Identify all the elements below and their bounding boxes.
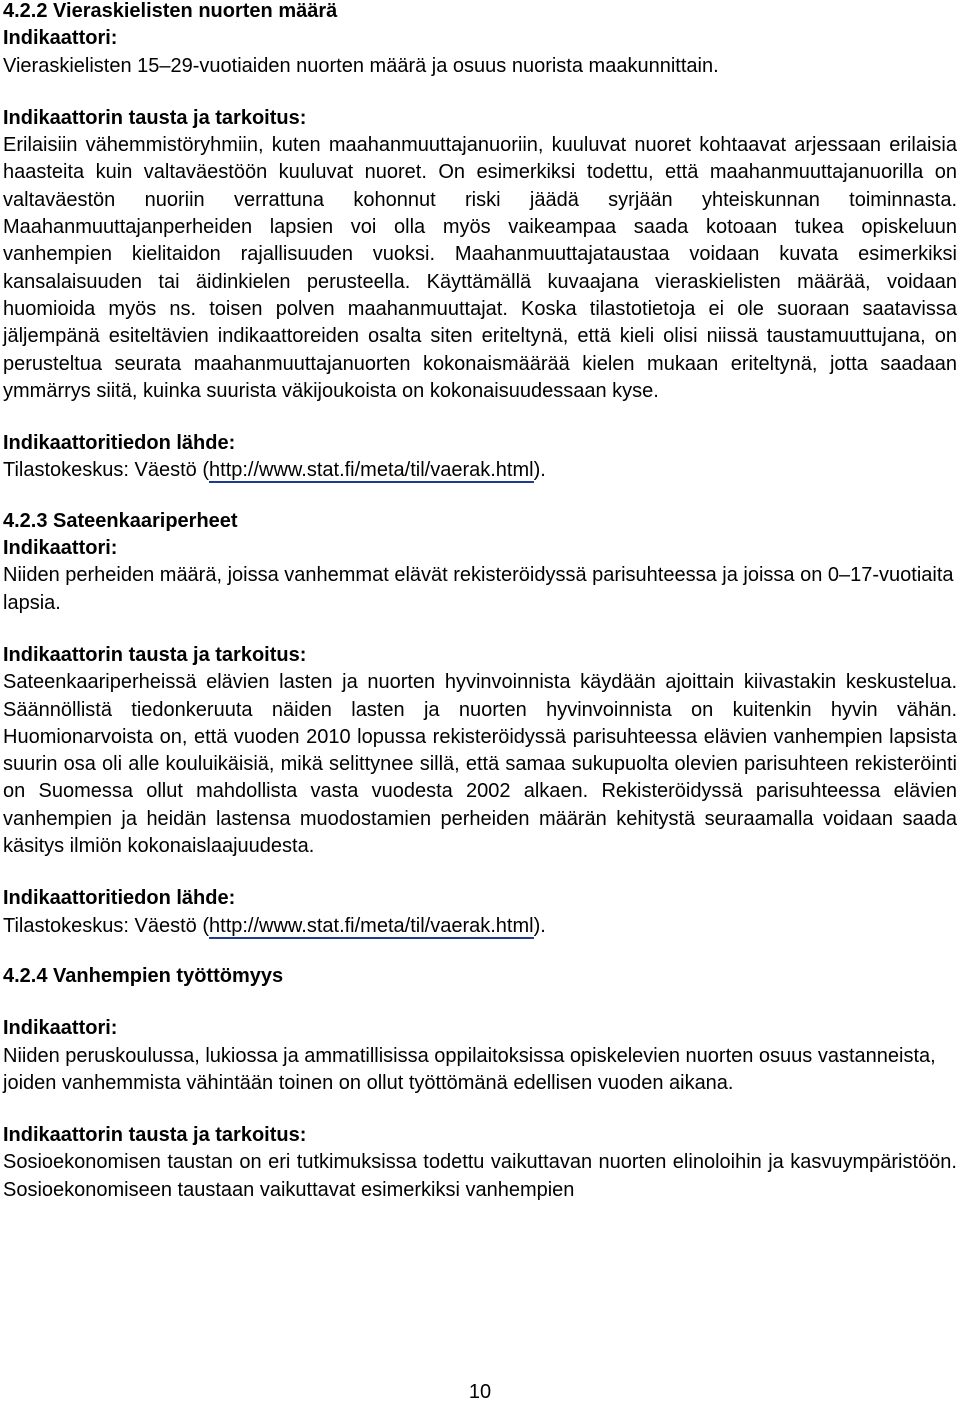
indicator-text: Niiden perheiden määrä, joissa vanhemmat elävät rekisteröidyssä parisuhteessa ja joissa on 0–17-vuotiaita lapsia. bbox=[3, 564, 954, 614]
background-text: Erilaisiin vähemmistöryhmiin, kuten maahanmuuttajanuoriin, kuuluvat nuoret kohtaavat arjessaan erilaisia haasteita kuin valtaväestöön kuuluvat nuoret. On esimerkiksi todettu, että maahanmuuttajanuorilla on valtaväestön nuoriin verrattuna kohonnut riski jäädä syrjään yhteiskunnan toiminnasta. Maahanmuuttajanperheiden lapsien voi olla myös vaikeampaa saada kotoaan tukea opiskeluun vanhempien kielitaidon rajallisuuden vuoksi. Maahanmuuttajataustaa voidaan kuvata esimerkiksi kansalaisuuden tai äidinkielen perusteella. Käyttämällä kuvaajana vieraskielisten määrää, voidaan huomioida myös ns. toisen polven maahanmuuttajat. Koska tilastotietoja ei ole suoraan saatavissa jäljempänä esiteltävien indikaattoreiden osalta siten eriteltynä, että kieli olisi niissä taustamuuttujana, on perusteltua seurata maahanmuuttajanuorten kokonaismäärää kielen mukaan eriteltynä, jotta saadaan ymmärrys siitä, kuinka suurista väkijoukoista on kokonaisuudessaan kyse. bbox=[3, 134, 957, 402]
background-label: Indikaattorin tausta ja tarkoitus: bbox=[3, 106, 307, 129]
page-number: 10 bbox=[468, 1381, 492, 1403]
section-heading: 4.2.4 Vanhempien työttömyys bbox=[3, 964, 284, 987]
source-prefix: Tilastokeskus: Väestö ( bbox=[3, 914, 210, 937]
background-text: Sosioekonomisen taustan on eri tutkimuksissa todettu vaikuttavan nuorten elinoloihin ja kasvuympäristöön. Sosioekonomiseen taustaan vaikuttavat esimerkiksi vanhempien bbox=[3, 1151, 957, 1201]
source-link[interactable]: http://www.stat.fi/meta/til/vaerak.html bbox=[209, 459, 534, 482]
indicator-label: Indikaattori: bbox=[3, 537, 118, 560]
indicator-label: Indikaattori: bbox=[3, 27, 118, 50]
background-label: Indikaattorin tausta ja tarkoitus: bbox=[3, 643, 307, 666]
document-page bbox=[3, 0, 957, 1204]
background-label: Indikaattorin tausta ja tarkoitus: bbox=[3, 1124, 307, 1147]
source-link[interactable]: http://www.stat.fi/meta/til/vaerak.html bbox=[209, 914, 534, 937]
section-rainbow-families bbox=[3, 508, 957, 963]
indicator-label: Indikaattori: bbox=[3, 1017, 118, 1040]
source-prefix: Tilastokeskus: Väestö ( bbox=[3, 459, 210, 482]
indicator-text: Niiden peruskoulussa, lukiossa ja ammatillisissa oppilaitoksissa opiskelevien nuorten osuus vastanneista, joiden vanhemmista vähintään toinen on ollut työttömänä edellisen vuoden aikana. bbox=[3, 1044, 936, 1094]
source-line bbox=[3, 457, 957, 484]
source-label: Indikaattoritiedon lähde: bbox=[3, 432, 236, 455]
source-suffix: ). bbox=[533, 459, 546, 482]
section-foreign-language-youth bbox=[3, 0, 957, 508]
source-line bbox=[3, 913, 957, 940]
indicator-text: Vieraskielisten 15–29-vuotiaiden nuorten määrä ja osuus nuorista maakunnittain. bbox=[3, 54, 719, 77]
section-parental-unemployment bbox=[3, 963, 957, 1204]
background-text: Sateenkaariperheissä elävien lasten ja nuorten hyvinvoinnista käydään ajoittain kiivastakin keskustelua. Säännöllistä tiedonkeruuta näiden lasten ja nuorten hyvinvoinnista on kuitenkin hyvin vähän. Huomionarvoista on, että vuoden 2010 lopussa rekisteröidyssä parisuhteessa elävien vanhempien lapsista suurin osa oli alle kouluikäisiä, mikä selittynee sillä, että samaa sukupuolta olevien parisuhteen rekisteröinti on Suomessa ollut mahdollista vasta vuodesta 2002 alkaen. Rekisteröidyssä parisuhteessa elävien vanhempien ja heidän lastensa muodostamien perheiden määrän kehitystä seuraamalla voidaan saada käsitys ilmiön kokonaislaajuudesta. bbox=[3, 671, 957, 858]
section-heading: 4.2.3 Sateenkaariperheet bbox=[3, 509, 238, 532]
source-label: Indikaattoritiedon lähde: bbox=[3, 887, 236, 910]
source-suffix: ). bbox=[533, 914, 546, 937]
section-heading: 4.2.2 Vieraskielisten nuorten määrä bbox=[3, 0, 338, 22]
